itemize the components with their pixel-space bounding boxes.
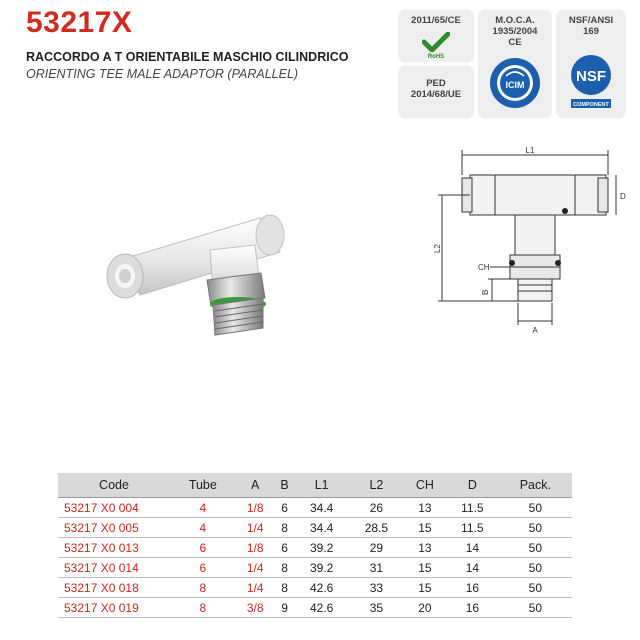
cell-l1: 34.4 bbox=[294, 498, 349, 518]
nsf-standard-number: 169 bbox=[583, 26, 599, 37]
cell-l2: 29 bbox=[349, 538, 404, 558]
icim-seal-icon bbox=[488, 56, 542, 110]
cell-d: 16 bbox=[446, 578, 499, 598]
rohs-logo-text: RoHS bbox=[427, 54, 445, 60]
cell-l2: 28.5 bbox=[349, 518, 404, 538]
cell-d: 11.5 bbox=[446, 518, 499, 538]
table-header-row bbox=[58, 473, 572, 498]
table-row bbox=[58, 498, 572, 518]
cell-a: 1/4 bbox=[236, 518, 275, 538]
rohs-check-icon bbox=[422, 32, 450, 52]
product-photo bbox=[95, 180, 335, 340]
col-header-b: B bbox=[275, 473, 295, 498]
cell-l1: 39.2 bbox=[294, 558, 349, 578]
moca-badge bbox=[478, 10, 552, 118]
svg-text:COMPONENT: COMPONENT bbox=[573, 102, 609, 108]
cell-d: 11.5 bbox=[446, 498, 499, 518]
cell-code: 53217 X0 004 bbox=[58, 498, 170, 518]
cell-a: 3/8 bbox=[236, 598, 275, 618]
col-header-code: Code bbox=[58, 473, 170, 498]
table-row bbox=[58, 518, 572, 538]
cell-d: 14 bbox=[446, 538, 499, 558]
cell-l1: 42.6 bbox=[294, 578, 349, 598]
cell-l1: 39.2 bbox=[294, 538, 349, 558]
table-row bbox=[58, 578, 572, 598]
cell-l1: 34.4 bbox=[294, 518, 349, 538]
cell-b: 8 bbox=[275, 578, 295, 598]
cell-a: 1/8 bbox=[236, 498, 275, 518]
cell-pack: 50 bbox=[499, 558, 572, 578]
cell-code: 53217 X0 018 bbox=[58, 578, 170, 598]
col-header-l2: L2 bbox=[349, 473, 404, 498]
col-header-a: A bbox=[236, 473, 275, 498]
dim-ch-label: CH bbox=[478, 263, 490, 272]
cell-b: 8 bbox=[275, 518, 295, 538]
ped-directive: 2014/68/UE bbox=[410, 89, 462, 100]
cell-a: 1/4 bbox=[236, 578, 275, 598]
cell-code: 53217 X0 014 bbox=[58, 558, 170, 578]
cell-ch: 15 bbox=[404, 518, 446, 538]
moca-ce: CE bbox=[508, 37, 522, 48]
cell-code: 53217 X0 013 bbox=[58, 538, 170, 558]
cell-l1: 42.6 bbox=[294, 598, 349, 618]
cell-code: 53217 X0 005 bbox=[58, 518, 170, 538]
product-code: 53217X bbox=[26, 6, 133, 39]
table-row bbox=[58, 538, 572, 558]
col-header-l1: L1 bbox=[294, 473, 349, 498]
cell-pack: 50 bbox=[499, 498, 572, 518]
dim-l2-label: L2 bbox=[433, 244, 442, 253]
dim-l1-label: L1 bbox=[525, 146, 535, 155]
col-header-ch: CH bbox=[404, 473, 446, 498]
nsf-logo-icon bbox=[568, 54, 614, 110]
cell-l2: 31 bbox=[349, 558, 404, 578]
cell-tube: 8 bbox=[170, 598, 236, 618]
cell-tube: 8 bbox=[170, 578, 236, 598]
cell-tube: 4 bbox=[170, 498, 236, 518]
dim-b-label: B bbox=[481, 289, 490, 295]
cell-d: 14 bbox=[446, 558, 499, 578]
cell-b: 9 bbox=[275, 598, 295, 618]
cell-b: 6 bbox=[275, 538, 295, 558]
cell-l2: 26 bbox=[349, 498, 404, 518]
cell-ch: 15 bbox=[404, 558, 446, 578]
product-title-italian: RACCORDO A T ORIENTABILE MASCHIO CILINDRICO bbox=[26, 50, 349, 64]
cell-ch: 20 bbox=[404, 598, 446, 618]
table-row bbox=[58, 558, 572, 578]
ped-label: PED bbox=[426, 78, 446, 89]
svg-text:ICIM: ICIM bbox=[505, 80, 525, 90]
rohs-badge bbox=[398, 10, 474, 62]
cell-l2: 35 bbox=[349, 598, 404, 618]
nsf-standard-label: NSF/ANSI bbox=[568, 15, 614, 26]
svg-text:NSF: NSF bbox=[576, 68, 606, 85]
cell-tube: 4 bbox=[170, 518, 236, 538]
ped-badge bbox=[398, 66, 474, 118]
cell-a: 1/8 bbox=[236, 538, 275, 558]
col-header-tube: Tube bbox=[170, 473, 236, 498]
col-header-pack: Pack. bbox=[499, 473, 572, 498]
cell-b: 6 bbox=[275, 498, 295, 518]
rohs-directive-label: 2011/65/CE bbox=[411, 15, 461, 26]
specification-table bbox=[58, 473, 572, 618]
cell-pack: 50 bbox=[499, 518, 572, 538]
cell-ch: 15 bbox=[404, 578, 446, 598]
cell-b: 8 bbox=[275, 558, 295, 578]
technical-drawing bbox=[430, 145, 630, 340]
cell-code: 53217 X0 019 bbox=[58, 598, 170, 618]
cell-ch: 13 bbox=[404, 498, 446, 518]
cell-d: 16 bbox=[446, 598, 499, 618]
table-row bbox=[58, 598, 572, 618]
product-title-english: ORIENTING TEE MALE ADAPTOR (PARALLEL) bbox=[26, 67, 299, 81]
cell-tube: 6 bbox=[170, 538, 236, 558]
dim-d-label: D bbox=[620, 192, 626, 201]
cell-pack: 50 bbox=[499, 598, 572, 618]
dim-a-label: A bbox=[532, 326, 538, 335]
cell-l2: 33 bbox=[349, 578, 404, 598]
cell-pack: 50 bbox=[499, 578, 572, 598]
cell-ch: 13 bbox=[404, 538, 446, 558]
col-header-d: D bbox=[446, 473, 499, 498]
cell-tube: 6 bbox=[170, 558, 236, 578]
cell-pack: 50 bbox=[499, 538, 572, 558]
moca-regulation: 1935/2004 bbox=[492, 26, 538, 37]
nsf-badge bbox=[556, 10, 626, 118]
moca-label: M.O.C.A. bbox=[495, 15, 535, 26]
cell-a: 1/4 bbox=[236, 558, 275, 578]
